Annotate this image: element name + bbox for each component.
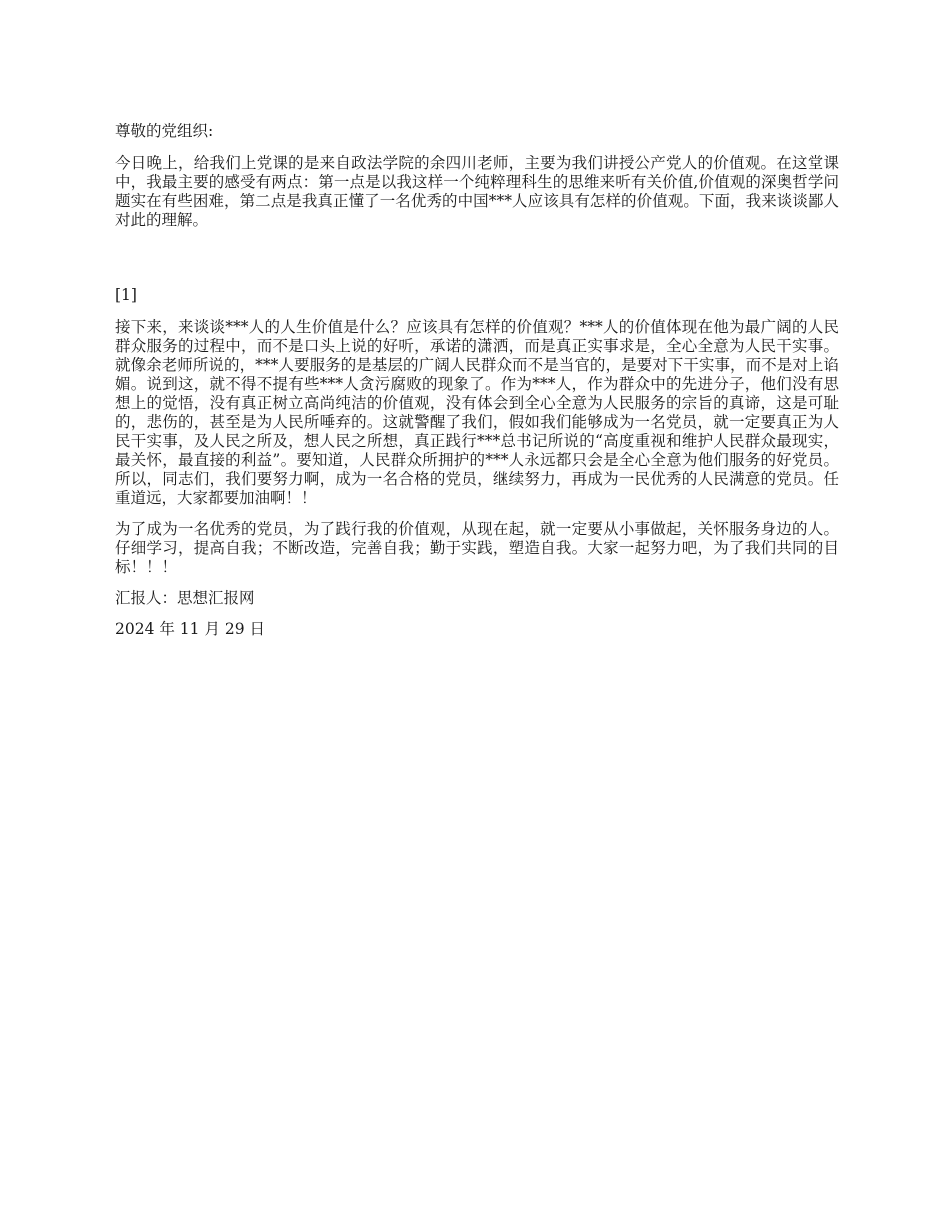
footnote-mark: [1] [115, 286, 137, 304]
paragraph-values: 接下来，来谈谈***人的人生价值是什么？应该具有怎样的价值观？***人的价值体现在他为最广阔的人民群众服务的过程中，而不是口头上说的好听，承诺的潇洒，而是真正实事求是，全心全意为人民干实事。就像余老师所说的，***人要服务的是基层的广阔人民群众而不是当官的，是要对下干实事，而不是对上谄媚。说到这，就不得不提有些***人贪污腐败的现象了。作为***人，作为群众中的先进分子，他们没有思想上的觉悟，没有真正树立高尚纯洁的价值观，没有体会到全心全意为人民服务的宗旨的真谛，这是可耻的，悲伤的，甚至是为人民所唾弃的。这就警醒了我们，假如我们能够成为一名党员，就一定要真正为人民干实事，及人民之所及，想人民之所想，真正践行***总书记所说的“高度重视和维护人民群众最现实，最关怀，最直接的利益”。要知道，人民群众所拥护的***人永远都只会是全心全意为他们服务的好党员。所以，同志们，我们要努力啊，成为一名合格的党员，继续努力，再成为一民优秀的人民满意的党员。任重道远，大家都要加油啊！！ [115, 318, 839, 507]
paragraph-intro: 今日晚上，给我们上党课的是来自政法学院的余四川老师，主要为我们讲授公产党人的价值观。在这堂课中，我最主要的感受有两点：第一点是以我这样一个纯粹理科生的思维来听有关价值,价值观的深奥哲学问题实在有些困难，第二点是我真正懂了一名优秀的中国***人应该具有怎样的价值观。下面，我来谈谈鄙人对此的理解。 [115, 154, 839, 229]
paragraph-action: 为了成为一名优秀的党员，为了践行我的价值观，从现在起，就一定要从小事做起，关怀服务身边的人。仔细学习，提高自我；不断改造，完善自我；勤于实践，塑造自我。大家一起努力吧，为了我们共同的目标！！！ [115, 520, 839, 576]
reporter-line: 汇报人：思想汇报网 [115, 589, 255, 607]
spacer [115, 242, 839, 286]
document-body [115, 122, 839, 651]
salutation: 尊敬的党组织: [115, 122, 214, 140]
date-line: 2024 年 11 月 29 日 [115, 620, 266, 638]
